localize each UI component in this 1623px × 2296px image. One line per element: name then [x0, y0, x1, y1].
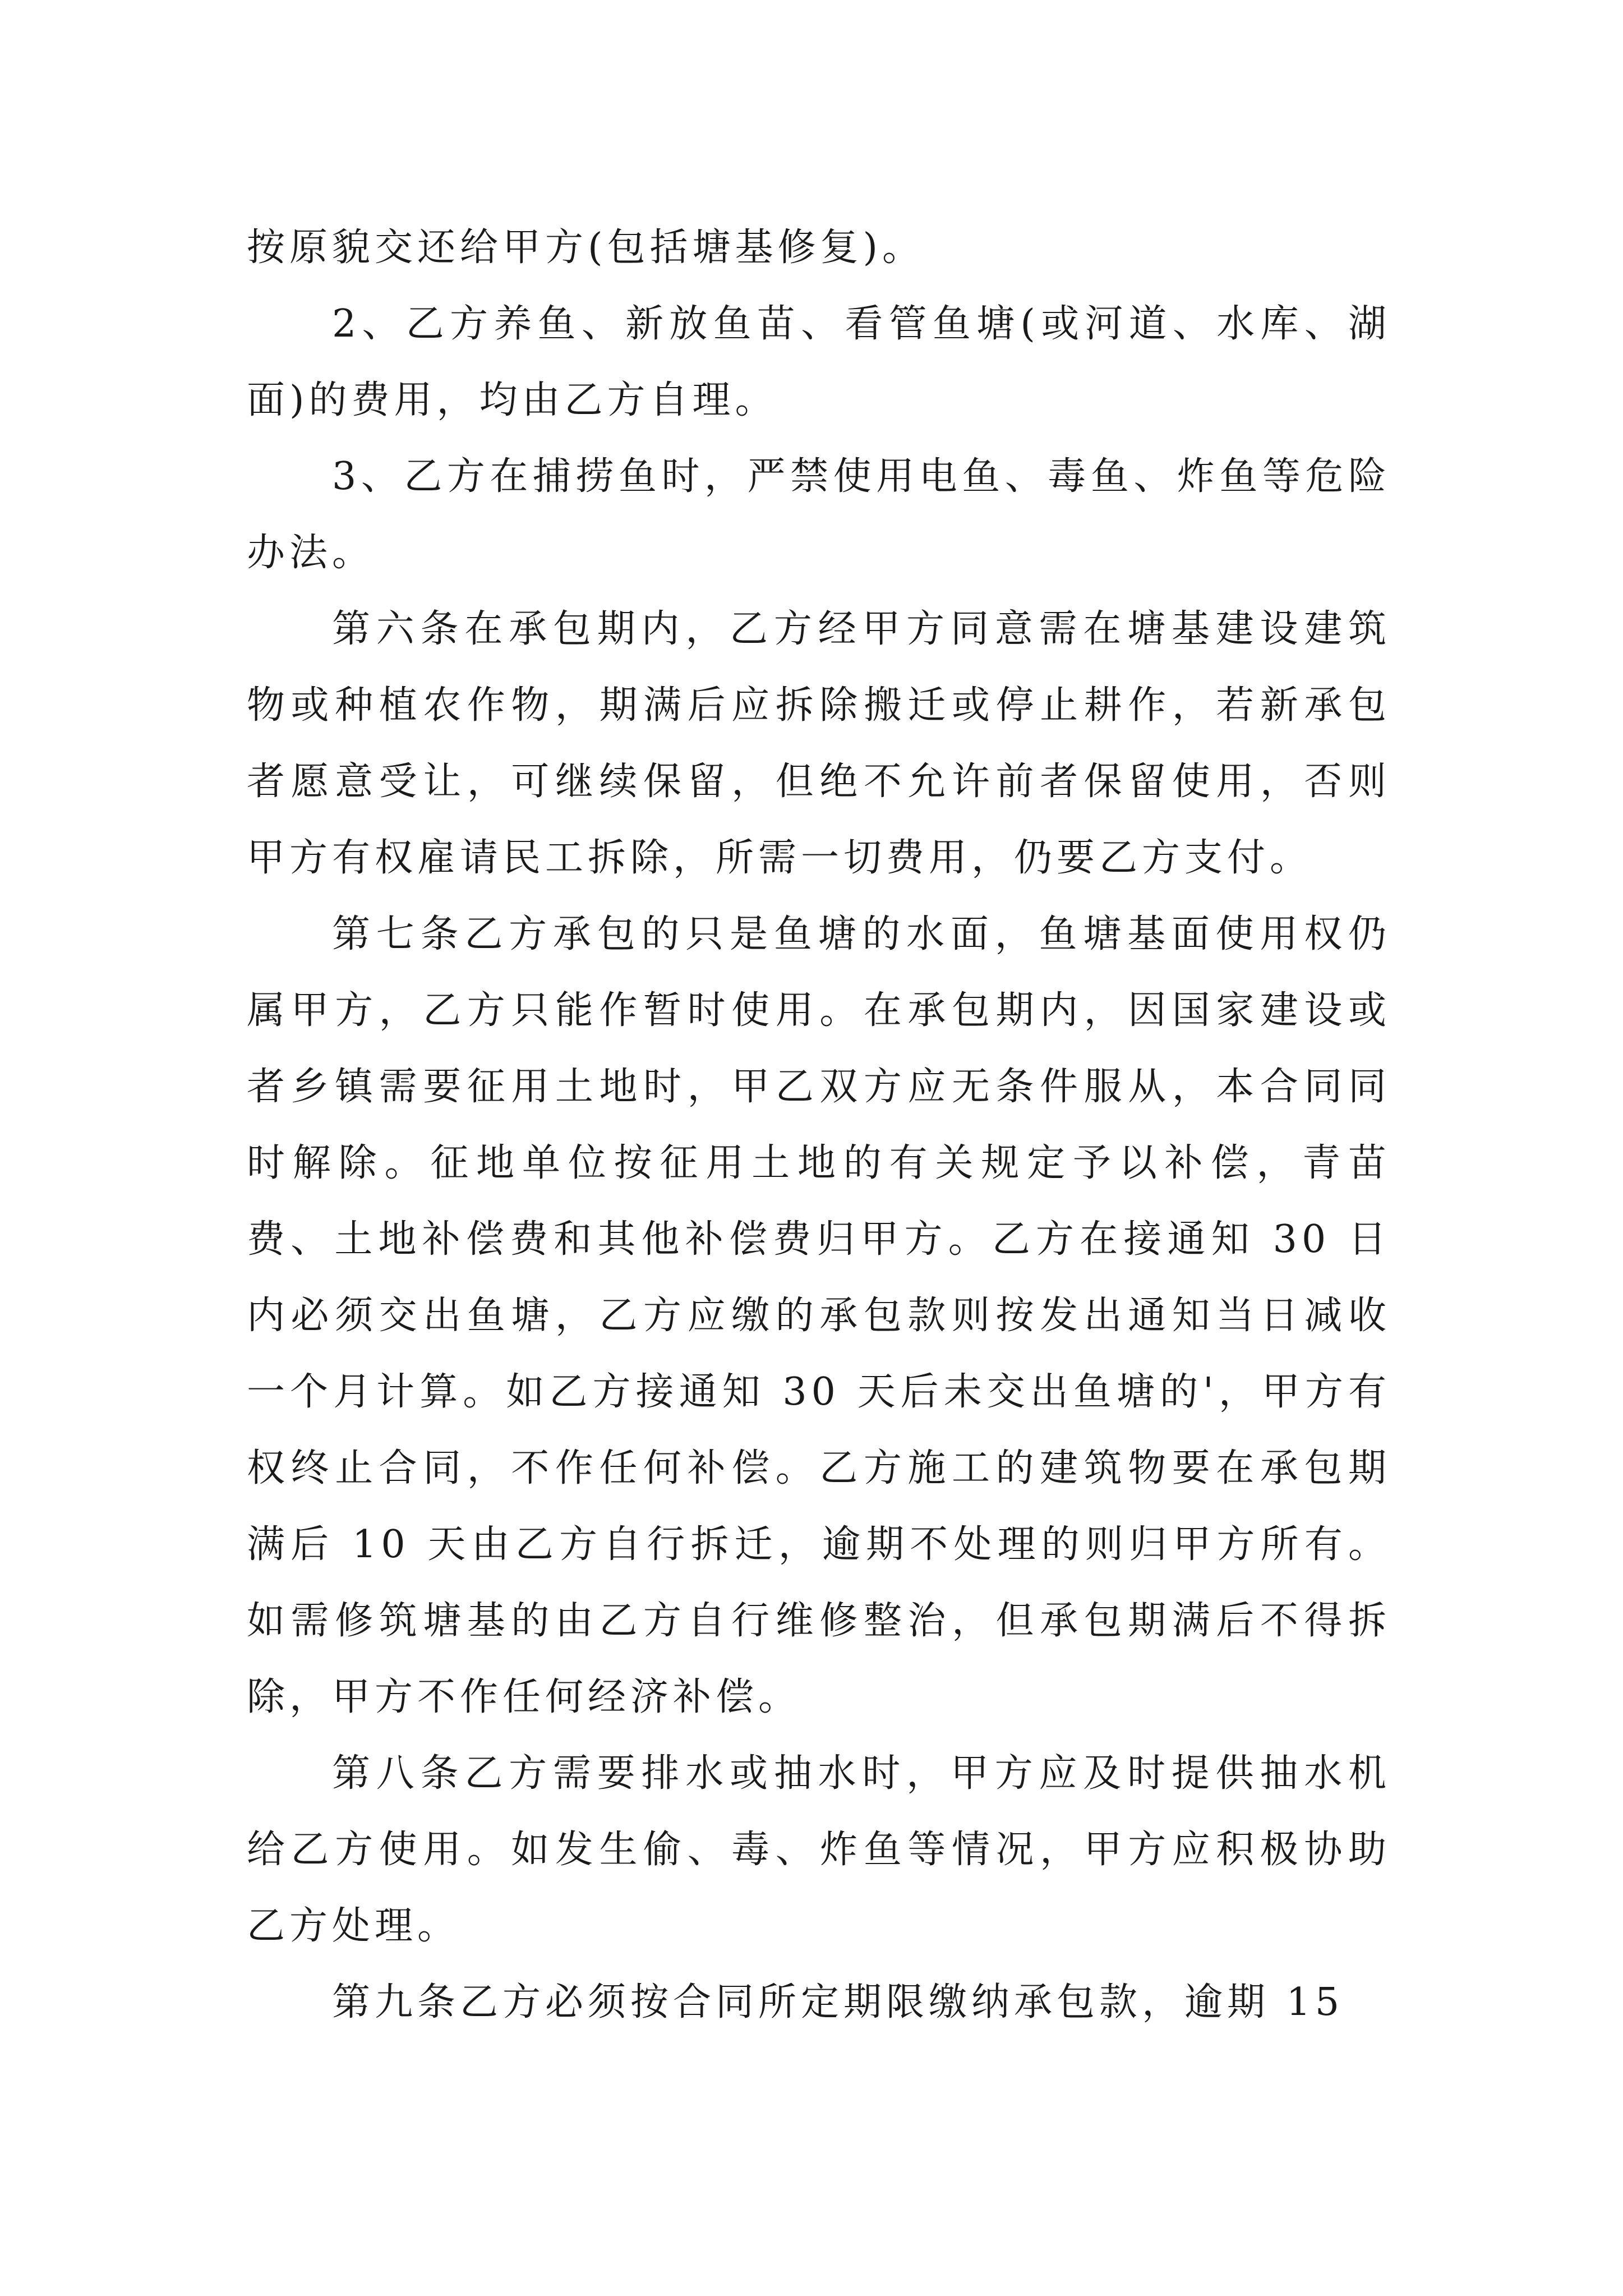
- paragraph-article-7: 第七条乙方承包的只是鱼塘的水面，鱼塘基面使用权仍属甲方，乙方只能作暂时使用。在承包期内，因国家建设或者乡镇需要征用土地时，甲乙双方应无条件服从，本合同同时解除。征地单位按征用土地的有关规定予以补偿，青苗费、土地补偿费和其他补偿费归甲方。乙方在接通知 30 日内必须交出鱼塘，乙方应缴的承包款则按发出通知当日减收一个月计算。如乙方接通知 30 天后未交出鱼塘的'，甲方有权终止合同，不作任何补偿。乙方施工的建筑物要在承包期满后 10 天由乙方自行拆迁，逾期不处理的则归甲方所有。如需修筑塘基的由乙方自行维修整治，但承包期满后不得拆除，甲方不作任何经济补偿。: [247, 912, 1391, 1719]
- paragraph-continuation: 按原貌交还给甲方(包括塘基修复)。: [247, 226, 925, 270]
- paragraph-article-9: 第九条乙方必须按合同所定期限缴纳承包款，逾期 15: [332, 1980, 1344, 2024]
- paragraph-item-2: 2、乙方养鱼、新放鱼苗、看管鱼塘(或河道、水库、湖面)的费用，均由乙方自理。: [247, 302, 1391, 422]
- document-body: [247, 210, 1391, 2041]
- paragraph-article-8: 第八条乙方需要排水或抽水时，甲方应及时提供抽水机给乙方使用。如发生偷、毒、炸鱼等情况，甲方应积极协助乙方处理。: [247, 1751, 1391, 1948]
- paragraph-item-3: 3、乙方在捕捞鱼时，严禁使用电鱼、毒鱼、炸鱼等危险办法。: [247, 454, 1391, 575]
- paragraph-article-6: 第六条在承包期内，乙方经甲方同意需在塘基建设建筑物或种植农作物，期满后应拆除搬迁或停止耕作，若新承包者愿意受让，可继续保留，但绝不允许前者保留使用，否则甲方有权雇请民工拆除，所需一切费用，仍要乙方支付。: [247, 607, 1391, 880]
